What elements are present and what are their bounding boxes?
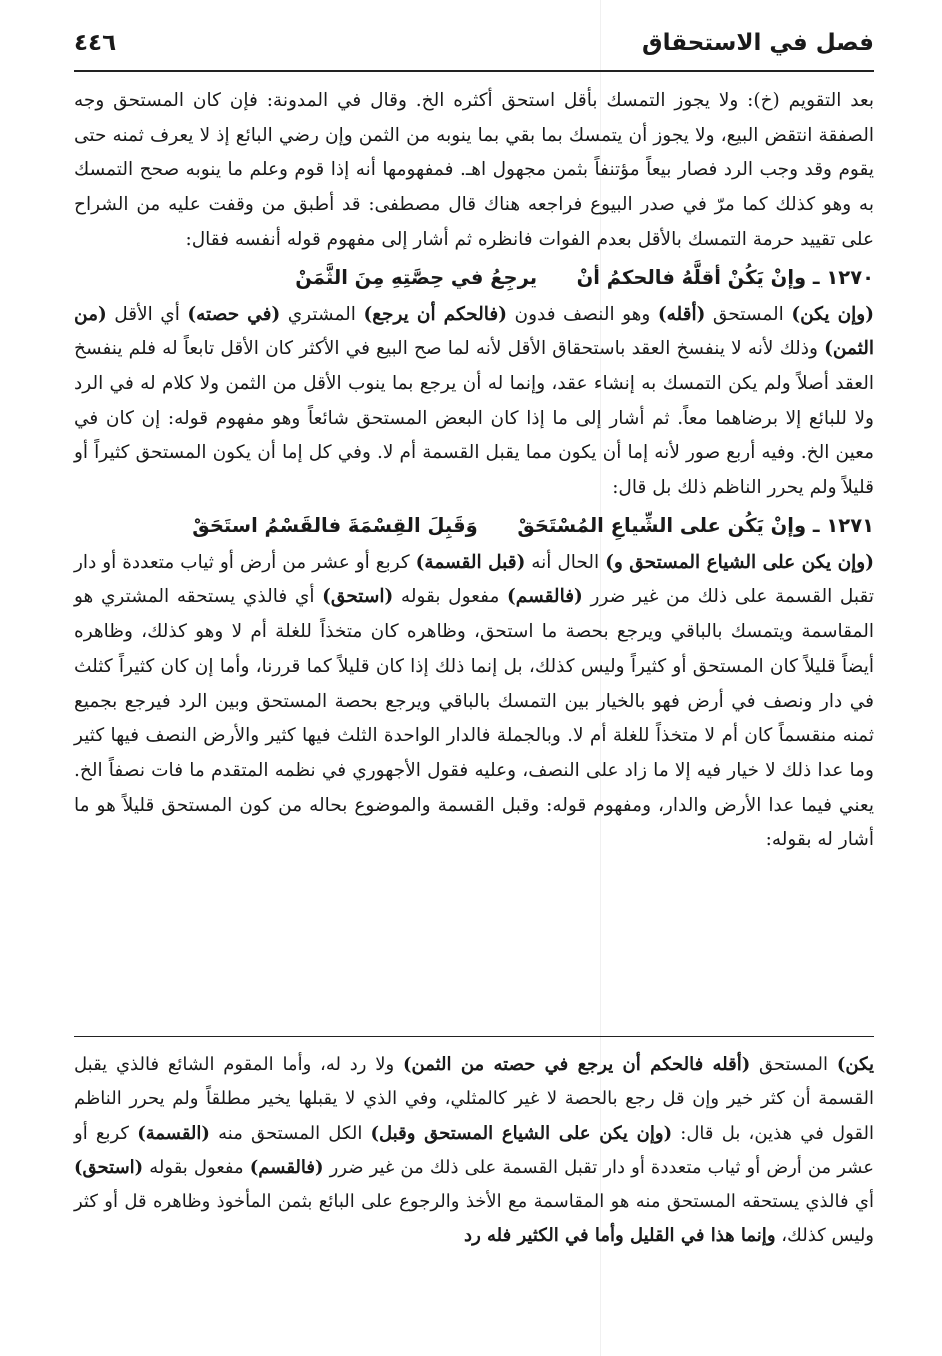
footnote-text xyxy=(74,1048,874,1254)
keyword: (القسمة) xyxy=(137,1122,210,1144)
text-run: وهو النصف فدون xyxy=(507,303,658,325)
text-run: وذلك لأنه لا ينفسخ العقد باستحقاق الأقل لأنه لما صح البيع في الأكثر كان الأقل تابعاً له فلم ينفسخ العقد أصلاً ولم يكن التمسك به إنشاء عقد، وإنما له أن يرجع بما ينوب الأقل من الثمن ولا كلام له في الرد ولا للبائع إلا برضاهما معاً. ثم أشار إلى ما إذا كان البعض المستحق شائعاً وهو مفهوم قوله: إن كان في معين الخ. وفيه أربع صور لأنه إما أن يكون مما يقبل القسمة أم لا. وفي كل إما أن يكون المستحق كثيراً أو قليلاً ولم يحرر الناظم ذلك بل قال: xyxy=(74,338,874,499)
footnote-paragraph xyxy=(74,1048,874,1254)
paragraph-intro: بعد التقويم (خ): ولا يجوز التمسك بأقل استحق أكثره الخ. وقال في المدونة: فإن كان المستحق وجه الصفقة انتقض البيع، ولا يجوز أن يتمسك بما بقي بما ينوبه من الثمن وإن رضي البائع إذ لا يعرف ثمنه حتى يقوم وقد وجب الرد فصار بيعاً مؤتنفاً بثمن مجهول اهـ. فمفهومها أنه إذا قوم وعلم ما ينوبه صحح التمسك به وهو كذلك كما مرّ في صدر البيوع فراجعه هناك قال مصطفى: قد أطبق من وقفت عليه من الشراح على تقييد حرمة التمسك بالأقل بعدم الفوات فانظره ثم أشار إلى مفهوم قوله أنفسه فقال: xyxy=(74,90,874,250)
keyword: (وإن يكن على الشياع المستحق وقبل) xyxy=(370,1122,673,1144)
keyword: (استحق) xyxy=(322,586,394,608)
verse-hemistich-second: وَقَبِلَ القِسْمَةَ فالقَسْمُ استَحَقْ xyxy=(192,513,478,537)
verse-1270 xyxy=(74,258,874,298)
verse-number: ١٢٧١ ـ xyxy=(812,513,874,537)
text-run: كربع أو عشر من أرض أو ثياب متعددة أو دار تقبل القسمة على ذلك من غير ضرر xyxy=(74,551,875,608)
keyword: (أقله فالحكم أن يرجع في حصته من الثمن) xyxy=(402,1054,751,1075)
text-run: ولا رد له، وأما المقوم الشائع فالذي يقبل القسمة أن كثر خير وإن قل رجع بالحصة لا غير كالمثلي، وفي الذي لا يقبلها يخير مطلقاً ولم يحرر الناظم القول في هذين، بل قال: xyxy=(74,1054,875,1144)
text-run: مفعول بقوله xyxy=(143,1156,250,1178)
text-run: المستحق xyxy=(705,303,792,325)
verse-hemistich-first: وإنْ يَكُن على الشِّياعِ المُسْتَحَقْ xyxy=(517,513,807,537)
keyword: وإنما هذا في القليل وأما في الكثير فله رد xyxy=(464,1225,776,1247)
text-run: كربع أو عشر من أرض أو ثياب متعددة أو دار تقبل القسمة على ذلك من غير ضرر xyxy=(74,1122,874,1178)
keyword: (فالقسم) xyxy=(249,1156,324,1178)
keyword: (وإن يكن على الشياع المستحق و) xyxy=(605,551,874,573)
verse-hemistich-second: يرجِعُ في حِصَّتِهِ مِنَ الثَّمَنْ xyxy=(295,265,538,289)
text-run: أي الأقل xyxy=(106,303,188,325)
commentary-1270 xyxy=(74,298,874,506)
keyword: (استحق) xyxy=(74,1156,144,1178)
verse-hemistich-first: وإنْ يَكُنْ أقلَّهُ فالحكمُ أنْ xyxy=(576,265,807,289)
keyword: (فالقسم) xyxy=(507,586,583,608)
chapter-title: فصل في الاستحقاق xyxy=(642,30,874,56)
keyword: يكن) xyxy=(836,1054,874,1075)
text-run: أي فالذي يستحقه المستحق منه هو المقاسمة مع الأخذ والرجوع على البائع بثمن المأخوذ وظاهره قل أو كثر وليس كذلك، xyxy=(74,1191,874,1247)
footnote-divider xyxy=(74,1036,874,1037)
keyword: (قبل القسمة) xyxy=(415,551,526,573)
keyword: (من الثمن) xyxy=(74,303,874,360)
text-run: الكل المستحق منه xyxy=(209,1122,371,1144)
verse-1271 xyxy=(74,506,874,546)
text-run: الحال أنه xyxy=(525,551,606,573)
header-divider xyxy=(74,70,874,72)
text-run: المستحق xyxy=(750,1054,837,1075)
keyword: (أقله) xyxy=(657,303,706,325)
text-run: المشتري xyxy=(280,303,364,325)
page-number: ٤٤٦ xyxy=(74,30,117,56)
text-run: مفعول بقوله xyxy=(393,586,507,608)
commentary-1271 xyxy=(74,546,874,858)
keyword: (وإن يكن) xyxy=(791,303,874,325)
keyword: (في حصته) xyxy=(187,303,281,325)
verse-number: ١٢٧٠ ـ xyxy=(812,265,874,289)
main-text xyxy=(74,84,874,858)
page-header xyxy=(74,26,874,70)
text-run: أي فالذي يستحقه المشتري هو المقاسمة ويتمسك بالباقي ويرجع بحصة ما استحق، وظاهره كان متخذاً للغلة أم لا وهو كذلك، وظاهره أيضاً قليلاً كان المستحق أو كثيراً وليس كذلك، بل إنما ذلك إذا كان قليلاً كما قررنا، وأما إن كان كثيراً كثلث في دار ونصف في أرض فهو بالخيار بين التمسك بالباقي ويرجع بحصة المستحق وبين الرد فيرجع بجميع ثمنه منقسماً كان أم لا متخذاً للغلة أم لا. وبالجملة فالدار الواحدة الثلث فيها كثير والأرض النصف فيها كثير وما عدا ذلك لا خيار فيه إلا ما زاد على النصف، وعليه فقول الأجهوري في نظمه المتقدم ما فات نصفاً الخ. يعني فيما عدا الأرض والدار، ومفهوم قوله: وقبل القسمة والموضوع بحاله من كون المستحق قليلاً هو ما أشار له بقوله: xyxy=(74,586,874,851)
keyword: (فالحكم أن يرجع) xyxy=(363,303,507,325)
